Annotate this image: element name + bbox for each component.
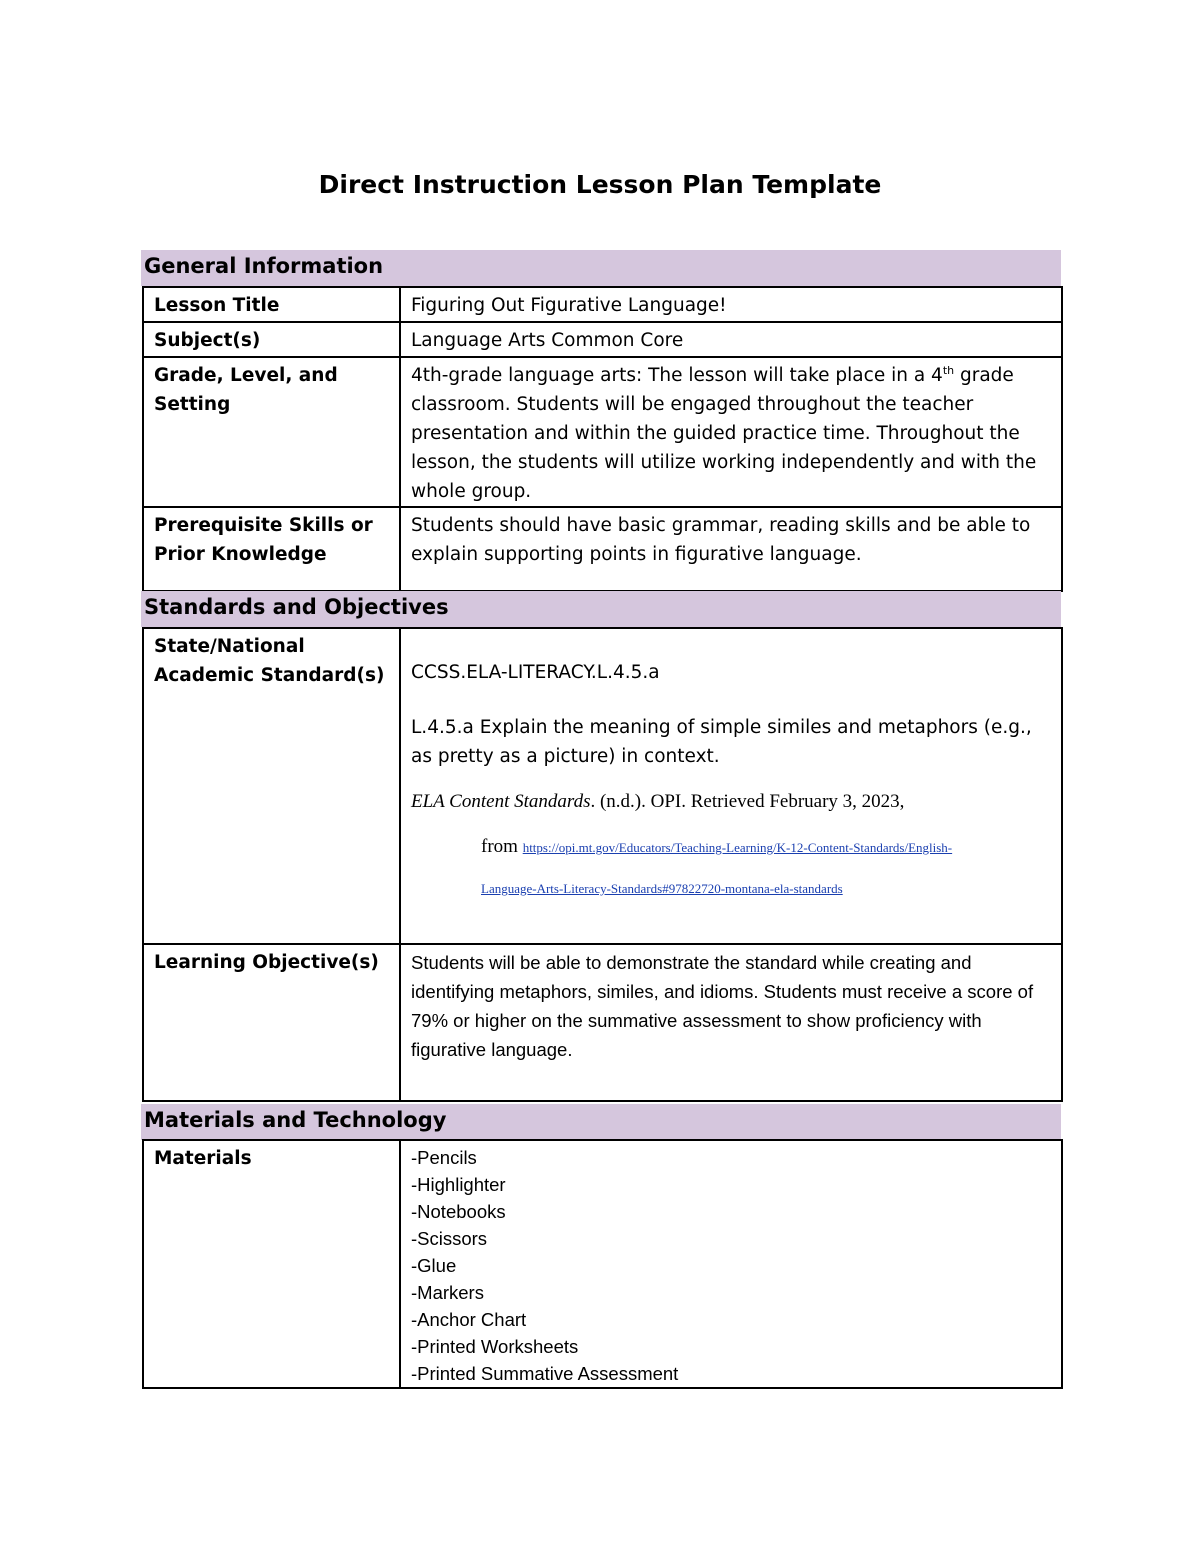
objective-label: Learning Objective(s) xyxy=(143,944,400,1101)
list-item: -Markers xyxy=(411,1282,484,1303)
materials-table xyxy=(142,1139,1063,1389)
list-item: -Notebooks xyxy=(411,1201,506,1222)
citation xyxy=(411,787,1051,816)
standard-description: L.4.5.a Explain the meaning of simple similes and metaphors (e.g., as pretty as a picture) in context. xyxy=(411,717,1032,767)
standards-link[interactable]: https://opi.mt.gov/Educators/Teaching-Learning/K-12-Content-Standards/English- xyxy=(522,840,953,855)
table-row xyxy=(143,944,1062,1101)
list-item: -Highlighter xyxy=(411,1174,506,1195)
section-header-standards xyxy=(141,591,1061,627)
grade-value xyxy=(400,357,1062,507)
list-item: -Pencils xyxy=(411,1147,477,1168)
table-row xyxy=(143,287,1062,322)
citation-title: ELA Content Standards xyxy=(411,791,591,812)
materials-label: Materials xyxy=(143,1140,400,1388)
citation-details: . (n.d.). OPI. Retrieved February 3, 2023, xyxy=(590,791,905,812)
list-item: -Anchor Chart xyxy=(411,1309,527,1330)
list-item: -Scissors xyxy=(411,1228,488,1249)
section-header-materials xyxy=(141,1104,1061,1140)
list-item: -Printed Worksheets xyxy=(411,1336,579,1357)
list-item: -Glue xyxy=(411,1255,457,1276)
lesson-title-value: Figuring Out Figurative Language! xyxy=(400,287,1062,322)
prereq-label: Prerequisite Skills or Prior Knowledge xyxy=(143,507,400,591)
standard-value xyxy=(400,628,1062,944)
from-word: from xyxy=(481,836,518,857)
lesson-title-label: Lesson Title xyxy=(143,287,400,322)
prereq-value: Students should have basic grammar, reading skills and be able to explain supporting points in figurative language. xyxy=(400,507,1062,591)
subjects-label: Subject(s) xyxy=(143,322,400,357)
standard-code: CCSS.ELA-LITERACY.L.4.5.a xyxy=(411,662,660,683)
citation-from xyxy=(411,834,1051,861)
section-header-general xyxy=(141,250,1061,286)
table-row xyxy=(143,628,1062,944)
document-title: Direct Instruction Lesson Plan Template xyxy=(318,170,882,199)
grade-value-text-rest: grade classroom. Students will be engaged throughout the teacher presentation and within the guided practice time. Throughout the lesson, the students will utilize working independently and with the whole group. xyxy=(411,365,1037,502)
grade-label: Grade, Level, and Setting xyxy=(143,357,400,507)
table-row xyxy=(143,507,1062,591)
subjects-value: Language Arts Common Core xyxy=(400,322,1062,357)
standards-table xyxy=(142,627,1063,1102)
table-row xyxy=(143,322,1062,357)
general-info-table xyxy=(142,286,1063,592)
standards-link-continued[interactable]: Language-Arts-Literacy-Standards#97822720-montana-ela-standards xyxy=(481,881,843,896)
materials-list xyxy=(400,1140,1062,1388)
table-row xyxy=(143,1140,1062,1388)
section-heading-general: General Information xyxy=(144,254,384,278)
section-heading-standards: Standards and Objectives xyxy=(144,595,449,619)
section-heading-materials: Materials and Technology xyxy=(144,1108,447,1132)
grade-value-text: 4th-grade language arts: The lesson will take place in a 4 xyxy=(411,365,943,386)
list-item: -Printed Summative Assessment xyxy=(411,1363,679,1384)
objective-value: Students will be able to demonstrate the standard while creating and identifying metaphors, similes, and idioms. Students must receive a score of 79% or higher on the summative assessment to show proficiency with figurative language. xyxy=(400,944,1062,1101)
standard-label: State/National Academic Standard(s) xyxy=(143,628,400,944)
grade-superscript: th xyxy=(942,363,955,377)
table-row xyxy=(143,357,1062,507)
